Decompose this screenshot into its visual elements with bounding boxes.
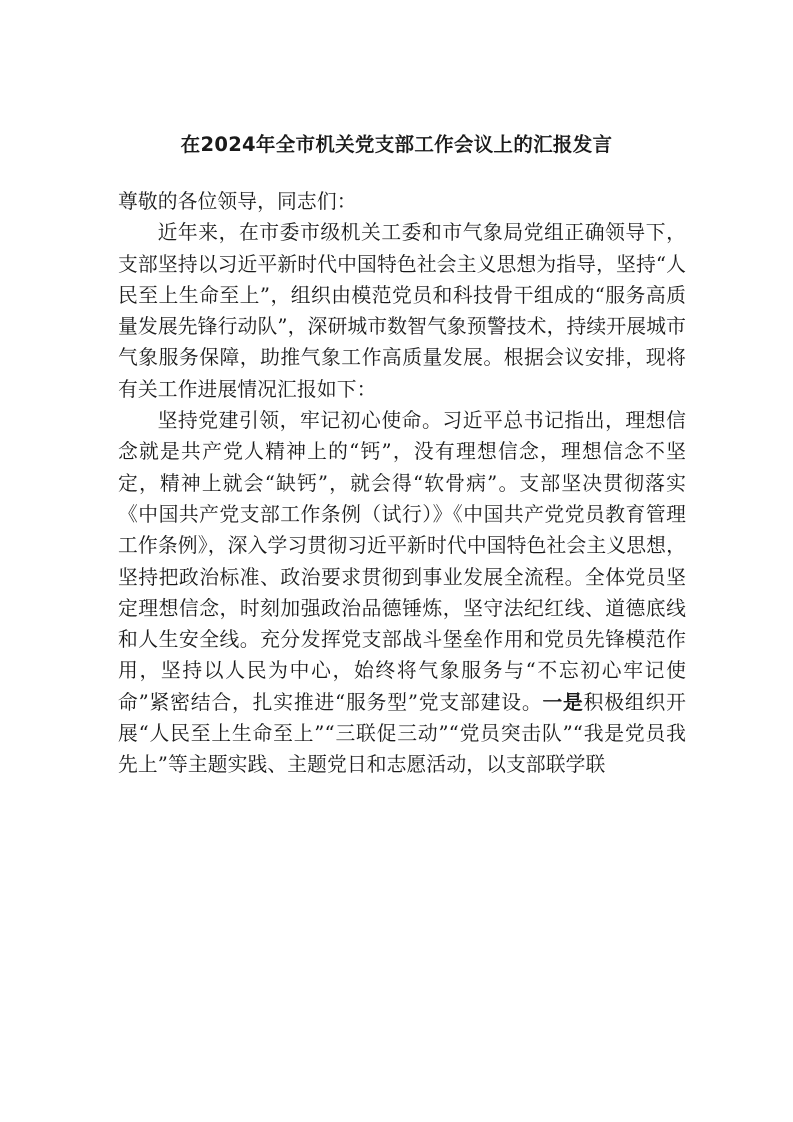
emphasis-first-point: 一是 (542, 690, 584, 714)
paragraph-party-building (118, 405, 686, 781)
paragraph-party-building-tail: 积极组织开展“人民至上生命至上”“三联促三动”“党员突击队”“我是党员我先上”等主题实践、主题党日和志愿活动，以支部联学联 (118, 690, 686, 777)
document-body (118, 186, 686, 781)
paragraph-party-building-main: 坚持党建引领，牢记初心使命。习近平总书记指出，理想信念就是共产党人精神上的“钙”，没有理想信念，理想信念不坚定，精神上就会“缺钙”，就会得“软骨病”。支部坚决贯彻落实《中国共产党支部工作条例（试行）》《中国共产党党员教育管理工作条例》，深入学习贯彻习近平新时代中国特色社会主义思想，坚持把政治标准、政治要求贯彻到事业发展全流程。全体党员坚定理想信念，时刻加强政治品德锤炼，坚守法纪红线、道德底线和人生安全线。充分发挥党支部战斗堡垒作用和党员先锋模范作用，坚持以人民为中心，始终将气象服务与“不忘初心牢记使命”紧密结合，扎实推进“服务型”党支部建设。 (118, 409, 686, 714)
salutation: 尊敬的各位领导，同志们： (118, 190, 357, 213)
document-title: 在2024年全市机关党支部工作会议上的汇报发言 (180, 133, 613, 156)
paragraph-intro: 近年来，在市委市级机关工委和市气象局党组正确领导下，支部坚持以习近平新时代中国特色社会主义思想为指导，坚持“人民至上生命至上”，组织由模范党员和科技骨干组成的“服务高质量发展先锋行动队”，深研城市数智气象预警技术，持续开展城市气象服务保障，助推气象工作高质量发展。根据会议安排，现将有关工作进展情况汇报如下： (118, 221, 686, 401)
